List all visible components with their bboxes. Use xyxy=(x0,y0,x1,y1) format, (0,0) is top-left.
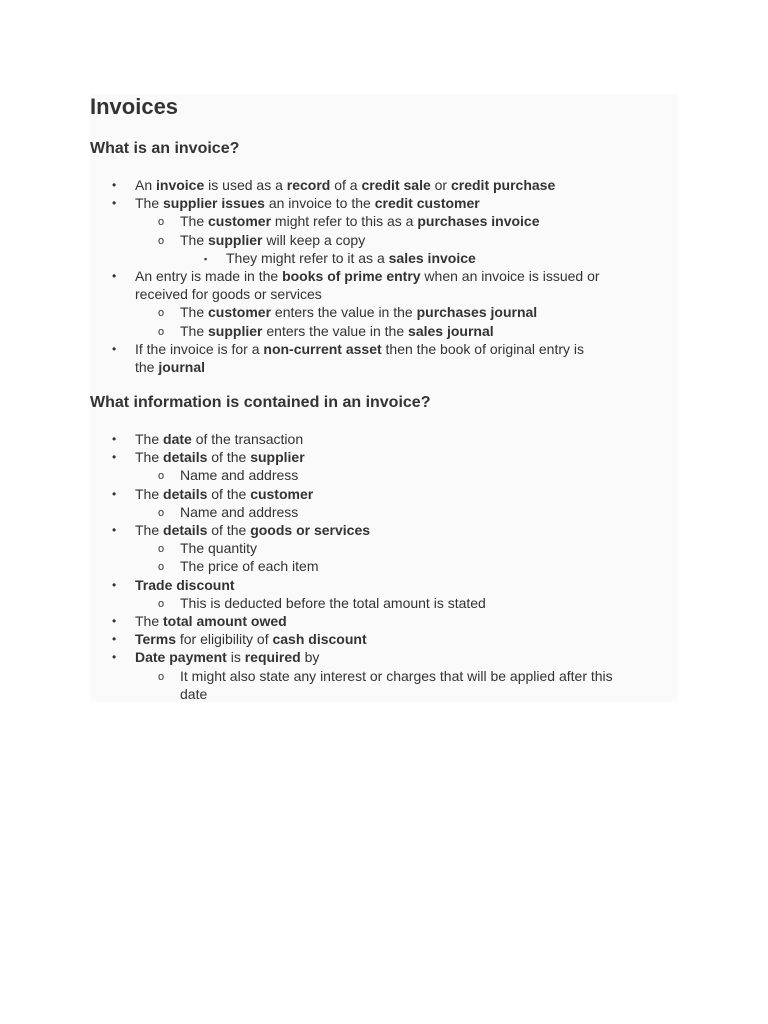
text-run: of the transaction xyxy=(191,431,304,447)
bold-text: non-current asset xyxy=(263,340,382,357)
bullet-level-1-icon xyxy=(112,612,116,630)
text-run: the xyxy=(135,359,159,375)
bullet-level-1-icon xyxy=(112,448,116,466)
bold-text: cash discount xyxy=(272,631,367,648)
bullet-level-1-icon xyxy=(112,485,116,503)
list-item-continuation xyxy=(180,685,207,703)
document-body xyxy=(90,94,678,702)
bold-text: books of prime entry xyxy=(282,268,421,284)
text-run: This is deducted before the total amount is stated xyxy=(180,594,486,611)
list-item xyxy=(180,303,537,321)
bold-text: Trade discount xyxy=(135,576,235,593)
bullet-level-1-icon xyxy=(112,340,116,358)
bold-text: details xyxy=(163,485,208,502)
bullet-level-3-icon xyxy=(204,249,207,268)
bold-text: sales invoice xyxy=(388,249,476,266)
text-run: or xyxy=(430,177,451,193)
text-run: is used as a xyxy=(204,177,287,193)
bold-text: supplier xyxy=(208,322,263,339)
text-run: of the xyxy=(207,522,251,538)
bold-text: supplier xyxy=(250,449,305,466)
text-run: The xyxy=(135,613,164,629)
list-item xyxy=(135,430,303,448)
bold-text: total amount owed xyxy=(163,613,287,629)
page-title: Invoices xyxy=(90,94,179,119)
list-item xyxy=(135,630,367,648)
text-run: Name and address xyxy=(180,503,299,520)
bold-text: sales journal xyxy=(408,322,494,339)
text-run: for eligibility of xyxy=(175,631,273,648)
bullet-level-1-icon xyxy=(112,521,116,539)
bullet-level-2-icon xyxy=(158,466,164,485)
text-run: The xyxy=(180,231,209,248)
text-run: An entry is made in the xyxy=(135,268,283,284)
text-run: The xyxy=(135,485,164,502)
bold-text: credit customer xyxy=(374,195,480,212)
list-item xyxy=(180,466,298,484)
bullet-level-1-icon xyxy=(112,576,116,594)
bullet-level-2-icon xyxy=(158,303,164,322)
bold-text: supplier issues xyxy=(163,195,265,212)
bold-text: details xyxy=(163,522,208,538)
text-run: when an invoice is issued or xyxy=(420,268,600,284)
text-run: The xyxy=(135,431,164,447)
text-run: by xyxy=(300,649,320,666)
list-item xyxy=(135,521,370,539)
list-item xyxy=(226,249,476,267)
list-item xyxy=(135,176,555,194)
bullet-level-2-icon xyxy=(158,539,164,558)
text-run: The xyxy=(135,195,164,212)
list-item xyxy=(135,576,235,594)
text-run: If the invoice is for a xyxy=(135,340,264,357)
text-run: The xyxy=(180,304,209,321)
list-item xyxy=(135,612,287,630)
section-heading: What is an invoice? xyxy=(90,140,240,157)
bold-text: goods or services xyxy=(250,522,371,538)
list-item xyxy=(135,648,319,666)
list-item xyxy=(180,557,319,575)
bullet-level-1-icon xyxy=(112,194,116,212)
list-item xyxy=(180,667,613,685)
text-run: They might refer to it as a xyxy=(226,249,389,266)
bullet-level-1-icon xyxy=(112,430,116,448)
bullet-level-2-icon xyxy=(158,231,164,250)
section-heading: What information is contained in an invoice? xyxy=(90,394,431,411)
bold-text: credit purchase xyxy=(450,177,556,193)
bold-text: journal xyxy=(158,359,206,375)
bold-text: required xyxy=(244,649,301,666)
bullet-level-1-icon xyxy=(112,176,116,194)
bold-text: customer xyxy=(208,304,272,321)
bullet-level-2-icon xyxy=(158,212,164,231)
list-item xyxy=(135,194,480,212)
text-run: The xyxy=(135,522,164,538)
text-run: of the xyxy=(207,485,251,502)
bullet-level-2-icon xyxy=(158,503,164,522)
list-item xyxy=(135,448,305,466)
bold-text: customer xyxy=(208,213,272,230)
list-item xyxy=(180,212,540,230)
bold-text: purchases invoice xyxy=(417,213,540,230)
bullet-level-1-icon xyxy=(112,630,116,648)
text-run: The price of each item xyxy=(180,558,319,575)
text-run: received for goods or services xyxy=(135,286,322,303)
text-run: The xyxy=(180,213,209,230)
text-run: date xyxy=(180,685,208,702)
text-run: then the book of original entry is xyxy=(381,340,584,357)
text-run: The quantity xyxy=(180,540,258,557)
text-run: might refer to this as a xyxy=(271,213,418,230)
text-run: enters the value in the xyxy=(271,304,417,321)
bold-text: Date payment xyxy=(135,649,227,666)
text-run: The xyxy=(180,322,209,339)
bold-text: purchases journal xyxy=(416,304,538,321)
list-item xyxy=(180,503,298,521)
bullet-level-2-icon xyxy=(158,557,164,576)
bold-text: record xyxy=(286,177,331,193)
text-run: of the xyxy=(207,449,251,466)
text-run: The xyxy=(135,449,164,466)
text-run: It might also state any interest or charges that will be applied after this xyxy=(180,667,613,684)
bold-text: date xyxy=(163,431,192,447)
bold-text: Terms xyxy=(135,631,176,648)
text-run: An xyxy=(135,177,157,193)
text-run: enters the value in the xyxy=(262,322,409,339)
list-item xyxy=(180,539,257,557)
list-item xyxy=(180,322,494,340)
bold-text: invoice xyxy=(156,177,205,193)
text-run: of a xyxy=(330,177,362,193)
bullet-level-2-icon xyxy=(158,322,164,341)
text-run: Name and address xyxy=(180,467,299,484)
text-run: an invoice to the xyxy=(264,195,375,212)
list-item xyxy=(135,340,584,358)
bold-text: credit sale xyxy=(361,177,431,193)
list-item xyxy=(135,267,600,285)
list-item xyxy=(180,594,486,612)
bullet-level-1-icon xyxy=(112,267,116,285)
bullet-level-1-icon xyxy=(112,648,116,666)
list-item xyxy=(180,231,365,249)
bold-text: supplier xyxy=(208,231,263,248)
bullet-level-2-icon xyxy=(158,594,164,613)
text-run: is xyxy=(226,649,245,666)
bold-text: customer xyxy=(250,485,314,502)
text-run: will keep a copy xyxy=(262,231,366,248)
list-item xyxy=(135,485,313,503)
list-item-continuation xyxy=(135,358,205,376)
bullet-level-2-icon xyxy=(158,667,164,686)
bold-text: details xyxy=(163,449,208,466)
list-item-continuation xyxy=(135,285,322,303)
